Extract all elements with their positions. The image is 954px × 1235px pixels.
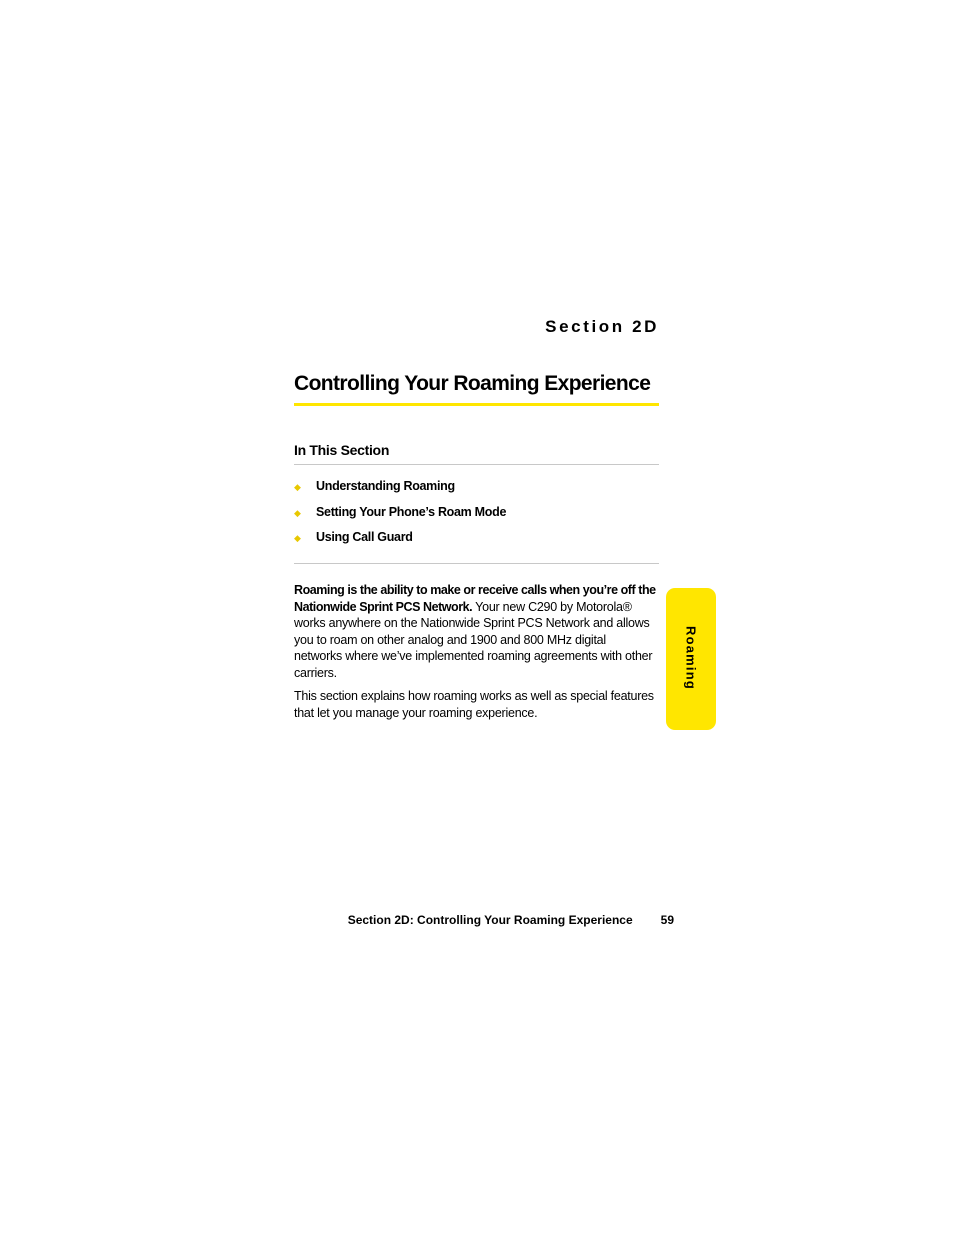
diamond-bullet-icon: ◆ — [294, 507, 301, 518]
toc-item-label: Setting Your Phone’s Roam Mode — [316, 504, 507, 519]
toc-item-label: Understanding Roaming — [316, 479, 455, 493]
toc-item-roam-mode[interactable] — [294, 504, 506, 530]
toc-item-label: Using Call Guard — [316, 530, 413, 544]
explanation-paragraph: This section explains how roaming works as well as special features that let you manage your roaming experience. — [294, 689, 654, 720]
page-title: Controlling Your Roaming Experience — [294, 372, 651, 395]
section-contents-list — [294, 478, 506, 555]
title-underline — [294, 403, 659, 406]
diamond-bullet-icon: ◆ — [294, 533, 301, 543]
page-footer — [294, 912, 674, 928]
toc-top-divider — [294, 464, 659, 465]
toc-item-understanding-roaming[interactable] — [294, 478, 506, 504]
toc-bottom-divider — [294, 563, 659, 564]
toc-item-call-guard[interactable] — [294, 529, 506, 555]
diamond-bullet-icon: ◆ — [294, 482, 301, 492]
in-this-section-heading: In This Section — [294, 442, 390, 458]
intro-rest: Your new C290 by Motorola® works anywhere on the Nationwide Sprint PCS Network and allows you to roam on other analog and 1900 and 800 MHz digital networks where we’ve implemented roaming agreements with other carriers. — [294, 599, 653, 680]
page-number: 59 — [660, 913, 674, 927]
side-tab-roaming[interactable] — [666, 588, 716, 730]
intro-paragraph — [294, 582, 656, 681]
section-label: Section 2D — [545, 317, 659, 336]
footer-title: Section 2D: Controlling Your Roaming Experience — [347, 913, 633, 927]
side-tab-label: Roaming — [683, 625, 699, 691]
intro-bold-lead: Roaming is the ability to make or receive calls when you’re off the Nationwide Sprint PCS Network. — [294, 583, 656, 614]
